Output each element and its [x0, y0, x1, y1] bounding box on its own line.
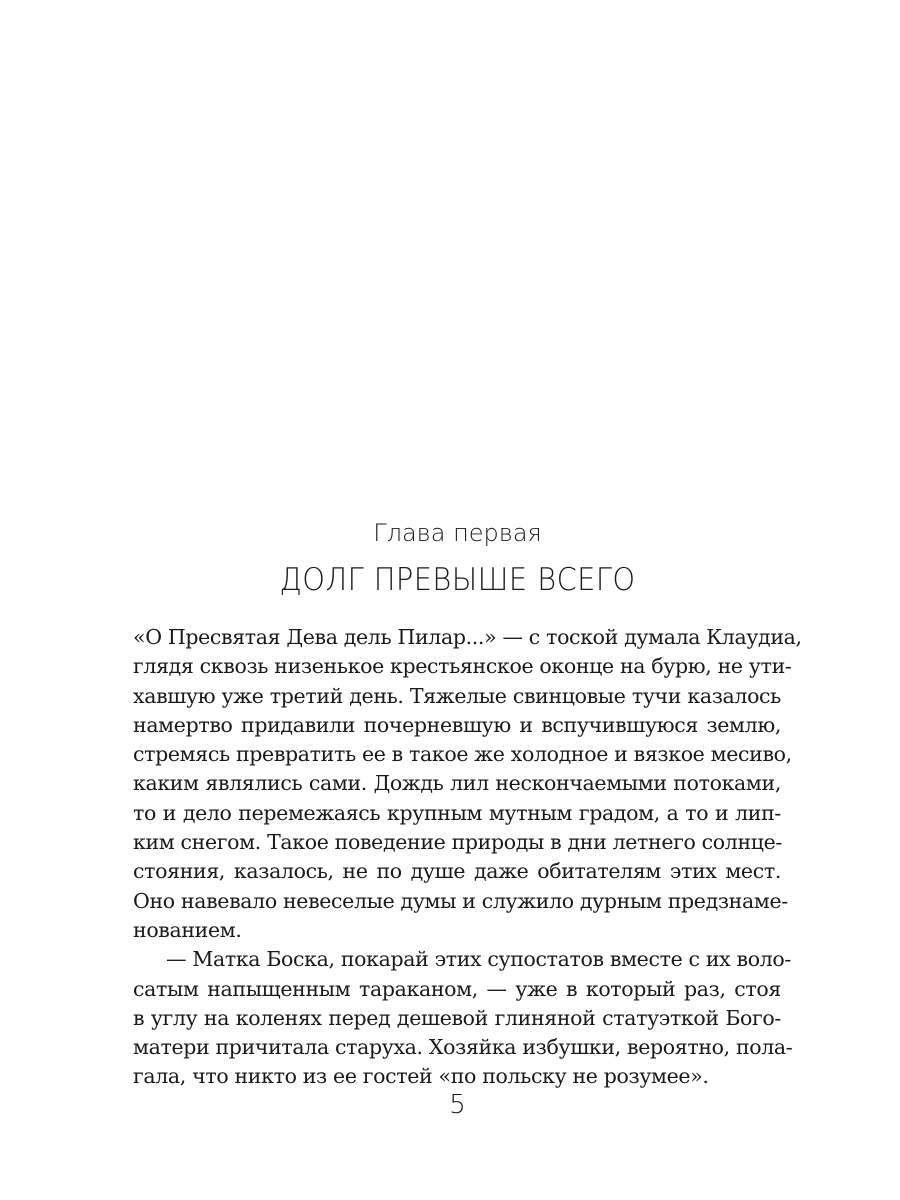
text-line: каким являлись сами. Дождь лил нескончаемыми потоками, — [133, 771, 781, 796]
text-line: намертво придавили почерневшую и вспучившуюся землю, — [133, 712, 781, 737]
text-line: сатым напыщенным тараканом, — уже в который раз, стоя — [133, 976, 781, 1001]
body-text — [133, 623, 802, 1092]
text-line: «О Пресвятая Дева дель Пилар...» — с тоской думала Клаудиа, — [133, 625, 802, 649]
text-line: нованием. — [133, 917, 242, 942]
text-line: ким снегом. Такое поведение природы в дни летнего солнце- — [133, 830, 782, 855]
chapter-title: ДОЛГ ПРЕВЫШЕ ВСЕГО — [279, 562, 636, 598]
text-line: то и дело перемежаясь крупным мутным градом, а то и лип- — [133, 800, 781, 825]
chapter-label: Глава первая — [373, 519, 542, 547]
page-number: 5 — [449, 1090, 466, 1120]
text-line: Оно навевало невеселые думы и служило дурным предзнаме- — [133, 888, 788, 913]
paragraph-1 — [133, 623, 802, 945]
text-line: гала, что никто из ее гостей «по польску не розумее». — [133, 1064, 709, 1089]
text-line: — Матка Боска, покарай этих супостатов вместе с их воло- — [166, 947, 791, 972]
text-line: глядя сквозь низенькое крестьянское оконце на бурю, не ути- — [133, 654, 792, 679]
paragraph-2 — [133, 945, 793, 1091]
text-line: стояния, казалось, не по душе даже обитателям этих мест. — [133, 859, 781, 884]
text-line: хавшую уже третий день. Тяжелые свинцовые тучи казалось — [133, 683, 781, 708]
text-line: в углу на коленях перед дешевой глиняной статуэткой Бого- — [133, 1005, 781, 1030]
text-line: стремясь превратить ее в такое же холодное и вязкое месиво, — [133, 742, 792, 767]
text-line: матери причитала старуха. Хозяйка избушки, вероятно, пола- — [133, 1035, 793, 1060]
